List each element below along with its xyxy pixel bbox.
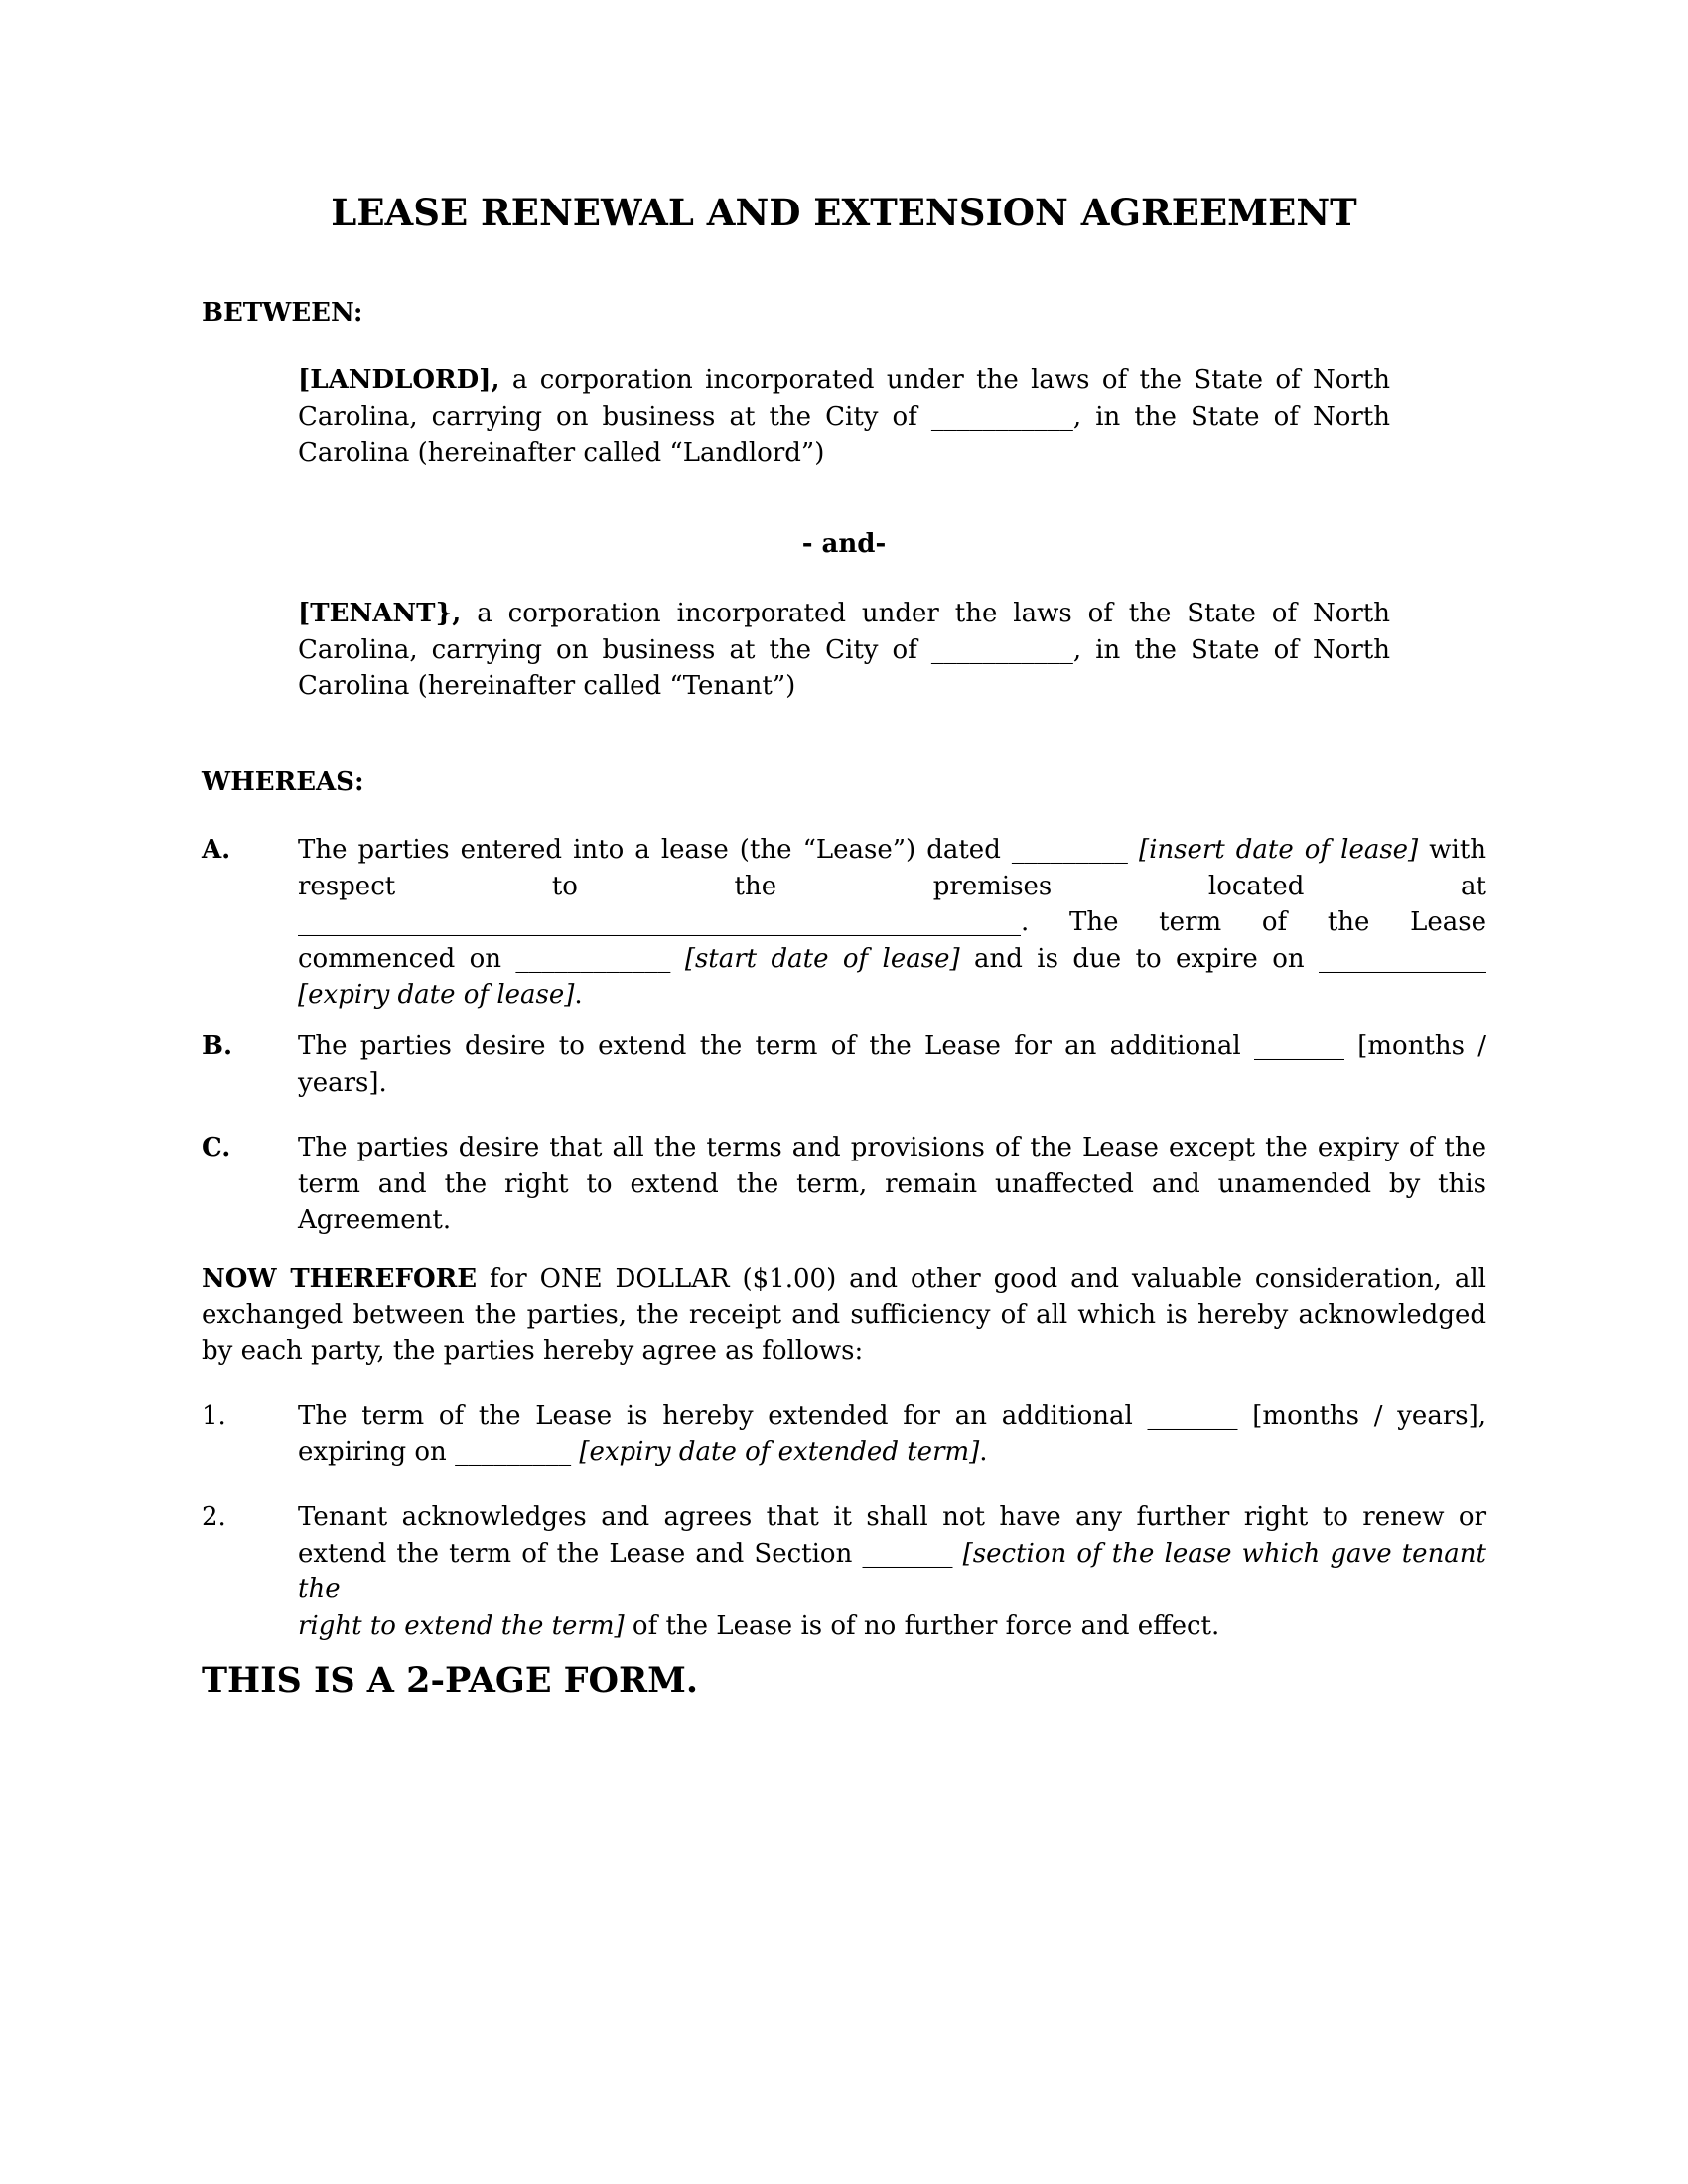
- text-segment: exchanged between the parties, the receipt and sufficiency of all which is hereby acknowledged: [202, 1299, 1486, 1330]
- recital-a-body: [298, 832, 1486, 1014]
- recital-a-line-3: [298, 904, 1486, 941]
- recital-b-line-2: [298, 1065, 1486, 1102]
- clause-2: [202, 1499, 1486, 1644]
- text-segment: for ONE DOLLAR ($1.00) and other good and valuable consideration, all: [489, 1264, 1486, 1294]
- recital-a-line-4: [298, 941, 1486, 978]
- text-segment: years].: [298, 1067, 387, 1098]
- recital-c-label: C.: [202, 1133, 231, 1162]
- tenant-line-1: [298, 596, 1390, 632]
- recital-a-line-5: [298, 977, 1486, 1014]
- text-segment: The term of the Lease is hereby extended for an additional _______ [months / years],: [298, 1401, 1486, 1431]
- text-segment: Carolina, carrying on business at the City of ___________, in the State of North: [298, 401, 1390, 432]
- landlord-line-1: [298, 362, 1390, 399]
- recital-a: [202, 832, 1486, 1014]
- recital-c-line-1: [298, 1130, 1486, 1166]
- text-segment: Carolina (hereinafter called “Tenant”): [298, 671, 796, 701]
- between-label: BETWEEN:: [202, 298, 363, 328]
- text-segment: term and the right to extend the term, remain unaffected and unamended by this: [298, 1168, 1486, 1199]
- text-segment: Tenant acknowledges and agrees that it shall not have any further right to renew or: [298, 1502, 1486, 1532]
- clause-2-line-1: [298, 1499, 1486, 1536]
- clause-1: [202, 1398, 1486, 1470]
- placeholder-hint: [expiry date of lease]: [298, 980, 575, 1010]
- recital-a-line-2: [298, 869, 1486, 905]
- landlord-line-2: [298, 399, 1390, 436]
- recital-b-line-1: [298, 1028, 1486, 1065]
- text-segment: .: [574, 980, 583, 1010]
- text-segment: ________________________________________________________. The term of the Lease: [298, 907, 1486, 937]
- text-segment: of the Lease is of no further force and effect.: [632, 1610, 1220, 1641]
- recital-c-line-3: [298, 1202, 1486, 1239]
- text-segment: commenced on ____________: [298, 943, 671, 974]
- clause-2-line-3: [298, 1608, 1486, 1645]
- document-title: LEASE RENEWAL AND EXTENSION AGREEMENT: [331, 191, 1357, 234]
- tenant-name-placeholder: [TENANT},: [298, 599, 462, 628]
- tenant-line-3: [298, 668, 1390, 705]
- recital-a-label: A.: [202, 835, 231, 865]
- text-segment: The parties desire that all the terms and provisions of the Lease except the expiry of the: [298, 1133, 1486, 1162]
- recital-c-line-2: [298, 1166, 1486, 1203]
- now-therefore-line-2: [202, 1297, 1486, 1334]
- clause-1-line-1: [298, 1398, 1486, 1434]
- now-therefore-line-3: [202, 1333, 1486, 1370]
- recital-c-body: [298, 1130, 1486, 1239]
- text-segment: Carolina, carrying on business at the City of ___________, in the State of North: [298, 634, 1390, 665]
- whereas-label: WHEREAS:: [202, 767, 364, 797]
- now-therefore-paragraph: [202, 1261, 1486, 1370]
- recital-c: [202, 1130, 1486, 1239]
- landlord-paragraph: [298, 362, 1390, 472]
- text-segment: by each party, the parties hereby agree as follows:: [202, 1336, 864, 1366]
- clause-2-body: [298, 1499, 1486, 1644]
- placeholder-hint: right to extend the term]: [298, 1610, 625, 1641]
- recital-a-line-1: [298, 832, 1486, 869]
- page-form-note: THIS IS A 2-PAGE FORM.: [202, 1660, 699, 1701]
- recital-b: [202, 1028, 1486, 1101]
- tenant-paragraph: [298, 596, 1390, 705]
- text-segment: expiring on _________: [298, 1436, 572, 1467]
- now-therefore-line-1: [202, 1261, 1486, 1297]
- tenant-line-2: [298, 632, 1390, 669]
- text-segment: a corporation incorporated under the laws of the State of North: [511, 365, 1390, 395]
- clause-2-line-2: [298, 1536, 1486, 1608]
- and-separator: - and-: [801, 529, 887, 559]
- placeholder-hint: [expiry date of extended term]: [579, 1436, 980, 1467]
- text-segment: Agreement.: [298, 1205, 452, 1235]
- text-segment: and is due to expire on _____________: [974, 943, 1486, 974]
- recital-b-label: B.: [202, 1031, 233, 1061]
- placeholder-hint: [insert date of lease]: [1138, 835, 1419, 865]
- clause-1-label: 1.: [202, 1401, 226, 1431]
- landlord-name-placeholder: [LANDLORD],: [298, 365, 500, 395]
- text-segment: .: [979, 1436, 988, 1467]
- landlord-line-3: [298, 435, 1390, 472]
- placeholder-hint: [section of the lease which gave tenant the: [298, 1538, 1487, 1604]
- text-segment: with: [1429, 835, 1487, 865]
- clause-1-line-2: [298, 1434, 1486, 1471]
- recital-b-body: [298, 1028, 1486, 1101]
- now-therefore-lead: NOW THEREFORE: [202, 1264, 478, 1294]
- placeholder-hint: [start date of lease]: [684, 943, 960, 974]
- clause-1-body: [298, 1398, 1486, 1470]
- clause-2-label: 2.: [202, 1502, 226, 1532]
- text-segment: The parties desire to extend the term of the Lease for an additional _______ [months /: [298, 1031, 1486, 1061]
- text-segment: respect to the premises located at: [298, 871, 1486, 901]
- text-segment: a corporation incorporated under the laws of the State of North: [477, 599, 1390, 628]
- text-segment: extend the term of the Lease and Section _______: [298, 1538, 953, 1569]
- text-segment: Carolina (hereinafter called “Landlord”): [298, 438, 825, 468]
- text-segment: The parties entered into a lease (the “Lease”) dated _________: [298, 835, 1128, 865]
